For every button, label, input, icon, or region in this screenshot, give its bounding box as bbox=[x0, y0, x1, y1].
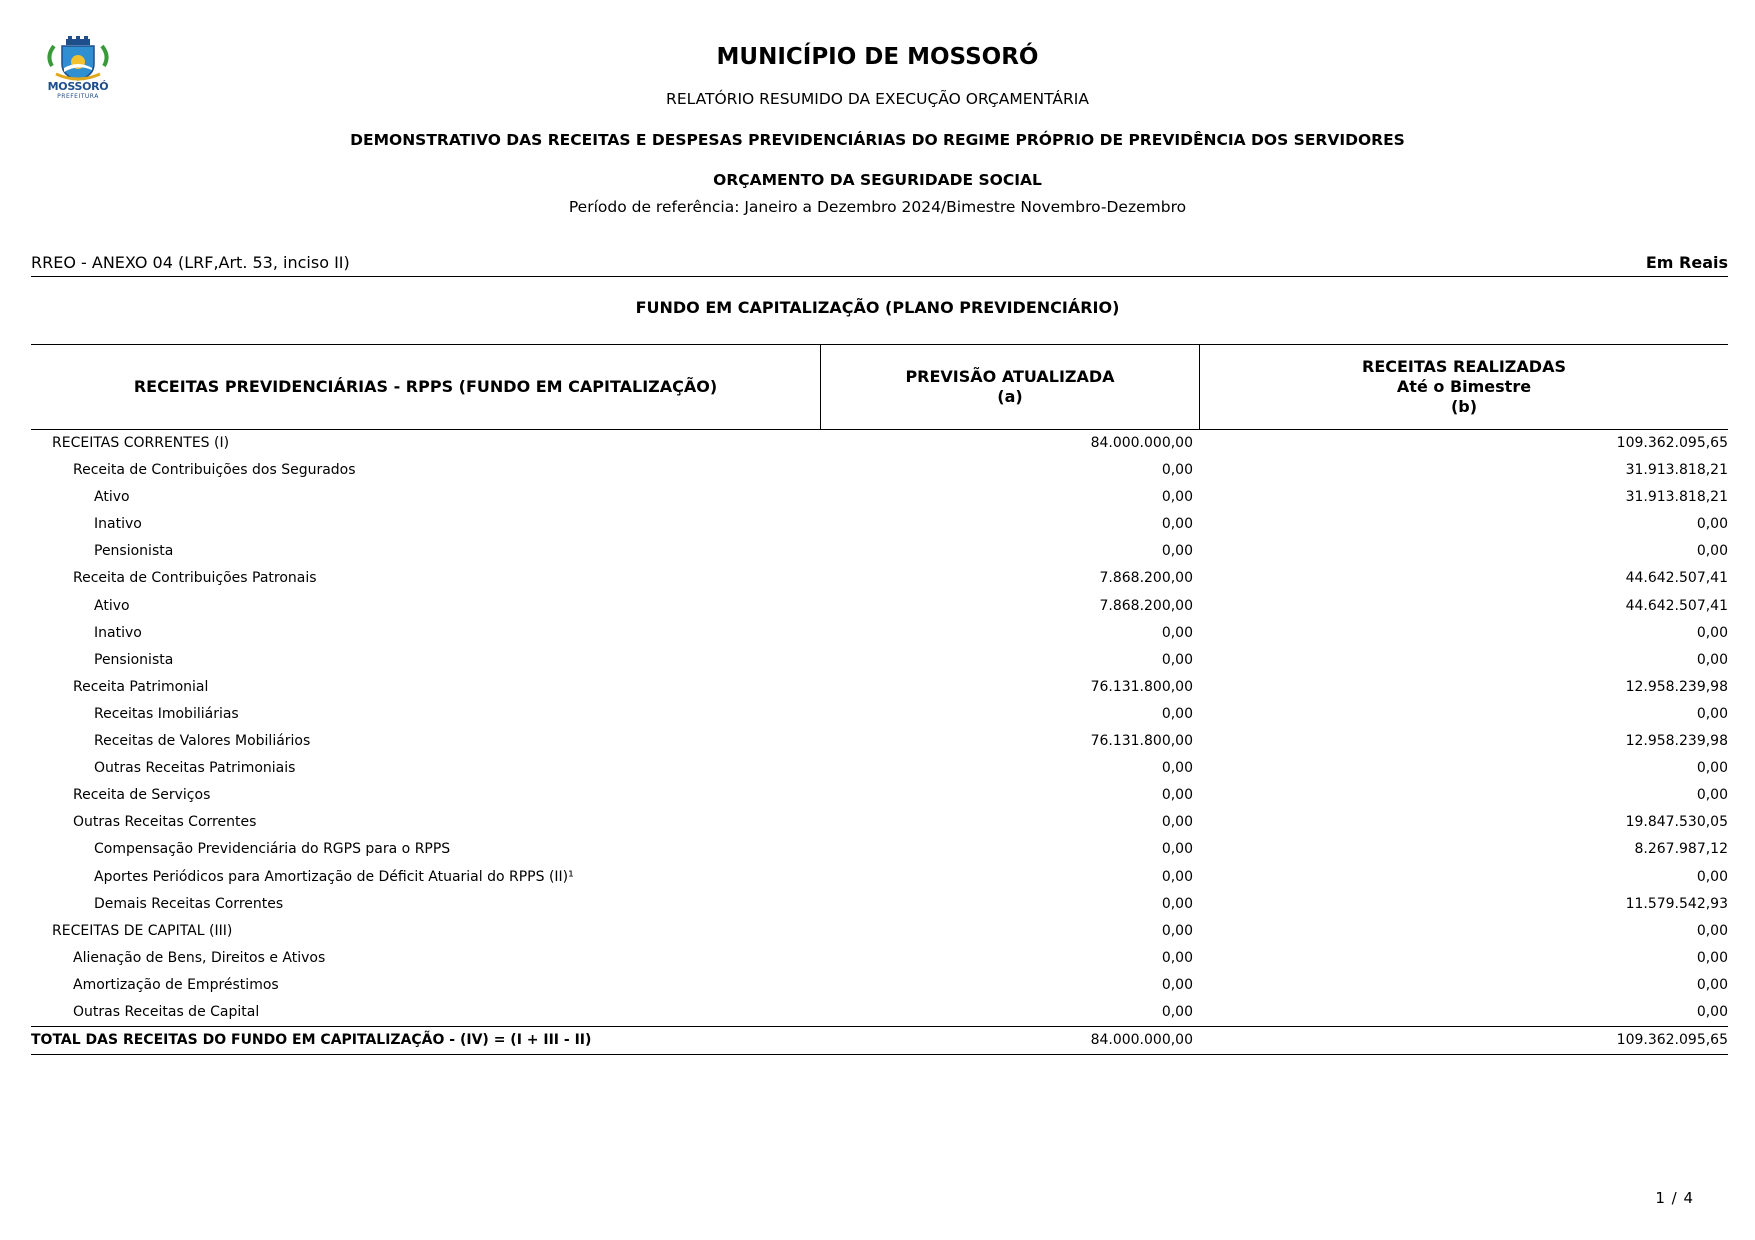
row-label: Receita de Contribuições dos Segurados bbox=[73, 462, 356, 479]
total-row bbox=[31, 1027, 1728, 1054]
row-label: Pensionista bbox=[94, 543, 174, 560]
table-row bbox=[31, 620, 1728, 647]
realized-value: 19.847.530,05 bbox=[1625, 814, 1728, 831]
realized-value: 0,00 bbox=[1696, 1003, 1728, 1020]
realized-value: 12.958.239,98 bbox=[1625, 678, 1728, 695]
row-label: Receita Patrimonial bbox=[73, 678, 209, 695]
forecast-value: 0,00 bbox=[1161, 489, 1193, 506]
row-label: Compensação Previdenciária do RGPS para o RPPS bbox=[94, 841, 451, 858]
table-row bbox=[31, 457, 1728, 484]
forecast-value: 0,00 bbox=[1161, 462, 1193, 479]
row-label: Receitas de Valores Mobiliários bbox=[94, 733, 311, 750]
table-row bbox=[31, 647, 1728, 674]
column-header-forecast: PREVISÃO ATUALIZADA (a) bbox=[905, 367, 1115, 406]
table-row bbox=[31, 430, 1728, 457]
table-row bbox=[31, 999, 1728, 1026]
total-forecast-value: 84.000.000,00 bbox=[1090, 1032, 1193, 1049]
budget-title: ORÇAMENTO DA SEGURIDADE SOCIAL bbox=[713, 171, 1042, 189]
table-row bbox=[31, 593, 1728, 620]
revenue-table-body bbox=[31, 430, 1728, 1055]
table-row bbox=[31, 945, 1728, 972]
realized-value: 0,00 bbox=[1696, 949, 1728, 966]
table-row bbox=[31, 864, 1728, 891]
table-row bbox=[31, 972, 1728, 999]
logo-name: MOSSORÓ bbox=[47, 80, 109, 93]
row-label: Receita de Serviços bbox=[73, 787, 211, 804]
table-row bbox=[31, 674, 1728, 701]
forecast-value: 84.000.000,00 bbox=[1090, 435, 1193, 451]
row-label: Amortização de Empréstimos bbox=[73, 976, 279, 993]
forecast-value: 7.868.200,00 bbox=[1099, 570, 1193, 587]
realized-value: 44.642.507,41 bbox=[1625, 570, 1728, 587]
row-label: Outras Receitas de Capital bbox=[73, 1003, 260, 1020]
logo-subtitle: PREFEITURA bbox=[57, 93, 99, 100]
row-label: Inativo bbox=[94, 516, 142, 533]
realized-value: 0,00 bbox=[1696, 787, 1728, 804]
section-title: FUNDO EM CAPITALIZAÇÃO (PLANO PREVIDENCIÁRIO) bbox=[635, 298, 1120, 317]
reference-period: Período de referência: Janeiro a Dezembro 2024/Bimestre Novembro-Dezembro bbox=[568, 198, 1187, 216]
total-label: TOTAL DAS RECEITAS DO FUNDO EM CAPITALIZAÇÃO - (IV) = (I + III - II) bbox=[31, 1032, 592, 1049]
realized-value: 0,00 bbox=[1696, 651, 1728, 668]
forecast-value: 0,00 bbox=[1161, 651, 1193, 668]
divider bbox=[31, 276, 1728, 277]
annex-reference: RREO - ANEXO 04 (LRF,Art. 53, inciso II) bbox=[31, 253, 350, 272]
forecast-value: 76.131.800,00 bbox=[1090, 733, 1193, 750]
row-label: RECEITAS CORRENTES (I) bbox=[52, 435, 230, 451]
forecast-value: 0,00 bbox=[1161, 814, 1193, 831]
realized-value: 109.362.095,65 bbox=[1616, 435, 1728, 451]
total-realized-value: 109.362.095,65 bbox=[1616, 1032, 1728, 1049]
statement-title: DEMONSTRATIVO DAS RECEITAS E DESPESAS PREVIDENCIÁRIAS DO REGIME PRÓPRIO DE PREVIDÊNCIA DOS SERVIDORES bbox=[350, 131, 1405, 149]
forecast-value: 0,00 bbox=[1161, 516, 1193, 533]
column-header-revenues: RECEITAS PREVIDENCIÁRIAS - RPPS (FUNDO EM CAPITALIZAÇÃO) bbox=[133, 377, 718, 396]
table-row bbox=[31, 891, 1728, 918]
forecast-value: 0,00 bbox=[1161, 922, 1193, 939]
row-label: Inativo bbox=[94, 624, 142, 641]
realized-value: 44.642.507,41 bbox=[1625, 597, 1728, 614]
realized-value: 11.579.542,93 bbox=[1625, 895, 1728, 912]
table-row bbox=[31, 511, 1728, 538]
table-row bbox=[31, 565, 1728, 592]
realized-value: 0,00 bbox=[1696, 624, 1728, 641]
row-label: Outras Receitas Correntes bbox=[73, 814, 257, 831]
forecast-value: 0,00 bbox=[1161, 624, 1193, 641]
forecast-value: 0,00 bbox=[1161, 841, 1193, 858]
row-label: Pensionista bbox=[94, 651, 174, 668]
row-label: Receitas Imobiliárias bbox=[94, 705, 239, 722]
forecast-value: 7.868.200,00 bbox=[1099, 597, 1193, 614]
table-row bbox=[31, 728, 1728, 755]
report-title: RELATÓRIO RESUMIDO DA EXECUÇÃO ORÇAMENTÁRIA bbox=[666, 90, 1089, 108]
realized-value: 0,00 bbox=[1696, 976, 1728, 993]
table-bottom-border bbox=[31, 1054, 1728, 1055]
row-label: Outras Receitas Patrimoniais bbox=[94, 760, 296, 777]
table-row bbox=[31, 918, 1728, 945]
forecast-value: 0,00 bbox=[1161, 1003, 1193, 1020]
table-row bbox=[31, 782, 1728, 809]
realized-value: 8.267.987,12 bbox=[1634, 841, 1728, 858]
forecast-value: 0,00 bbox=[1161, 895, 1193, 912]
realized-value: 0,00 bbox=[1696, 922, 1728, 939]
table-row bbox=[31, 836, 1728, 863]
realized-value: 0,00 bbox=[1696, 760, 1728, 777]
currency-unit: Em Reais bbox=[1645, 253, 1728, 272]
table-row bbox=[31, 755, 1728, 782]
row-label: RECEITAS DE CAPITAL (III) bbox=[52, 922, 233, 939]
realized-value: 0,00 bbox=[1696, 543, 1728, 560]
realized-value: 0,00 bbox=[1696, 705, 1728, 722]
row-label: Demais Receitas Correntes bbox=[94, 895, 284, 912]
page-number: 1 / 4 bbox=[1655, 1189, 1694, 1207]
municipality-title: MUNICÍPIO DE MOSSORÓ bbox=[716, 44, 1039, 70]
realized-value: 31.913.818,21 bbox=[1625, 462, 1728, 479]
realized-value: 12.958.239,98 bbox=[1625, 733, 1728, 750]
row-label: Ativo bbox=[94, 489, 130, 506]
forecast-value: 0,00 bbox=[1161, 543, 1193, 560]
table-row bbox=[31, 809, 1728, 836]
forecast-value: 0,00 bbox=[1161, 787, 1193, 804]
row-label: Alienação de Bens, Direitos e Ativos bbox=[73, 949, 326, 966]
forecast-value: 76.131.800,00 bbox=[1090, 678, 1193, 695]
forecast-value: 0,00 bbox=[1161, 976, 1193, 993]
forecast-value: 0,00 bbox=[1161, 705, 1193, 722]
realized-value: 0,00 bbox=[1696, 516, 1728, 533]
column-header-realized: RECEITAS REALIZADAS Até o Bimestre (b) bbox=[1362, 357, 1566, 416]
table-row bbox=[31, 701, 1728, 728]
table-row bbox=[31, 484, 1728, 511]
forecast-value: 0,00 bbox=[1161, 760, 1193, 777]
realized-value: 31.913.818,21 bbox=[1625, 489, 1728, 506]
forecast-value: 0,00 bbox=[1161, 949, 1193, 966]
row-label: Ativo bbox=[94, 597, 130, 614]
row-label: Aportes Periódicos para Amortização de Déficit Atuarial do RPPS (II)¹ bbox=[94, 868, 574, 885]
realized-value: 0,00 bbox=[1696, 868, 1728, 885]
table-row bbox=[31, 538, 1728, 565]
row-label: Receita de Contribuições Patronais bbox=[73, 570, 317, 587]
forecast-value: 0,00 bbox=[1161, 868, 1193, 885]
